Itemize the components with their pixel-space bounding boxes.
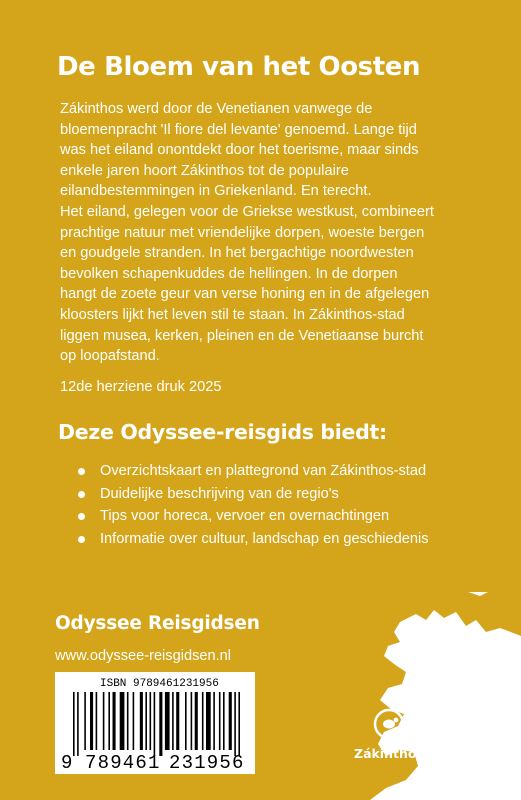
intro-line: Zákinthos werd door de Venetianen vanwege de	[60, 101, 373, 117]
barcode-bar	[206, 692, 211, 750]
barcode-bar	[145, 692, 147, 750]
barcode-digit-group-right: 231956	[169, 752, 245, 774]
intro-line: eilandbestemmingen in Griekenland. En terecht.	[60, 183, 372, 200]
intro-line: hangt de zoete geur van verse honing en in de afgelegen	[60, 286, 430, 303]
barcode-bar	[120, 692, 125, 750]
intro-line: en goudgele stranden. In het bergachtige noordwesten	[60, 245, 414, 262]
barcode-bar	[90, 692, 93, 750]
intro-text	[60, 99, 470, 367]
bullet-icon	[78, 491, 85, 498]
barcode-bar	[185, 692, 187, 750]
mainland-coast	[468, 592, 488, 596]
barcode-bar	[154, 692, 156, 756]
turtle-icon-shell	[383, 720, 395, 729]
bullet-icon	[78, 536, 85, 543]
barcode-bar	[77, 692, 79, 756]
intro-line: bevolken schapenkuddes de hellingen. In de dorpen	[60, 265, 398, 282]
feature-text: Informatie over cultuur, landschap en geschiedenis	[100, 530, 429, 547]
feature-item	[78, 528, 429, 551]
barcode-bar	[202, 692, 204, 750]
intro-line: bloemenpracht 'Il fiore del levante' genoemd. Lange tijd	[60, 121, 417, 138]
intro-line: was het eiland onontdekt door het toerisme, maar sinds	[60, 142, 419, 159]
features-list	[78, 460, 429, 550]
intro-line: liggen musea, kerken, pleinen en de Venetiaanse burcht	[60, 327, 424, 344]
publisher-website[interactable]: www.odyssee-reisgidsen.nl	[55, 648, 232, 664]
publisher-name: Odyssee Reisgidsen	[55, 613, 260, 634]
barcode-bar	[238, 692, 240, 756]
barcode-bar	[213, 692, 215, 750]
isbn-label: ISBN 9789461231956	[100, 678, 219, 690]
intro-line: enkele jaren hoort Zákinthos tot de populaire	[60, 162, 349, 179]
barcode-bar	[159, 692, 162, 756]
intro-line: prachtige natuur met vriendelijke dorpen, woeste bergen	[60, 224, 425, 241]
feature-item	[78, 460, 429, 483]
isbn-barcode	[55, 672, 255, 774]
map-label: Zákinthos	[354, 746, 424, 761]
edition-note: 12de herziene druk 2025	[60, 379, 222, 395]
feature-text: Overzichtskaart en plattegrond van Zákinthos-stad	[100, 463, 427, 479]
barcode-bar	[84, 692, 86, 750]
barcode-bar	[234, 692, 236, 756]
barcode-bar	[133, 692, 135, 750]
barcode-bar	[172, 692, 174, 750]
feature-text: Tips voor horeca, vervoer en overnachtingen	[100, 508, 390, 525]
feature-text: Duidelijke beschrijving van de regio's	[100, 485, 339, 502]
zakynthos-island-shape	[370, 610, 521, 800]
cover-title: De Bloem van het Oosten	[57, 52, 421, 82]
intro-line: Het eiland, gelegen voor de Griekse westkust, combineert	[60, 203, 434, 220]
intro-line: kloosters lijkt het leven stil te staan. In Zákinthos-stad	[60, 306, 405, 323]
barcode-bar	[223, 692, 225, 750]
barcode-bar	[73, 692, 75, 756]
barcode-digit-group-left: 789461	[85, 752, 161, 774]
barcode-bar	[108, 692, 110, 750]
barcode-bar	[191, 692, 193, 750]
features-heading: Deze Odyssee-reisgids biedt:	[58, 420, 387, 444]
barcode-bar	[127, 692, 129, 750]
bullet-icon	[78, 513, 85, 520]
barcode-bar	[229, 692, 232, 750]
barcode-bar	[96, 692, 98, 750]
barcode-bar	[103, 692, 105, 750]
bullet-icon	[78, 468, 85, 475]
barcode-bar	[219, 692, 221, 750]
intro-line: op loopafstand.	[60, 348, 160, 365]
barcode-bar	[150, 692, 152, 750]
barcode-bar	[195, 692, 198, 750]
barcode-bar	[113, 692, 116, 750]
barcode-bar	[165, 692, 170, 750]
feature-item	[78, 505, 429, 528]
barcode-digit-prefix: 9	[61, 752, 73, 774]
barcode-bar	[140, 692, 143, 750]
feature-item	[78, 483, 429, 506]
island-map	[330, 592, 521, 800]
turtle-icon-head	[394, 718, 399, 723]
barcode-bar	[176, 692, 179, 750]
